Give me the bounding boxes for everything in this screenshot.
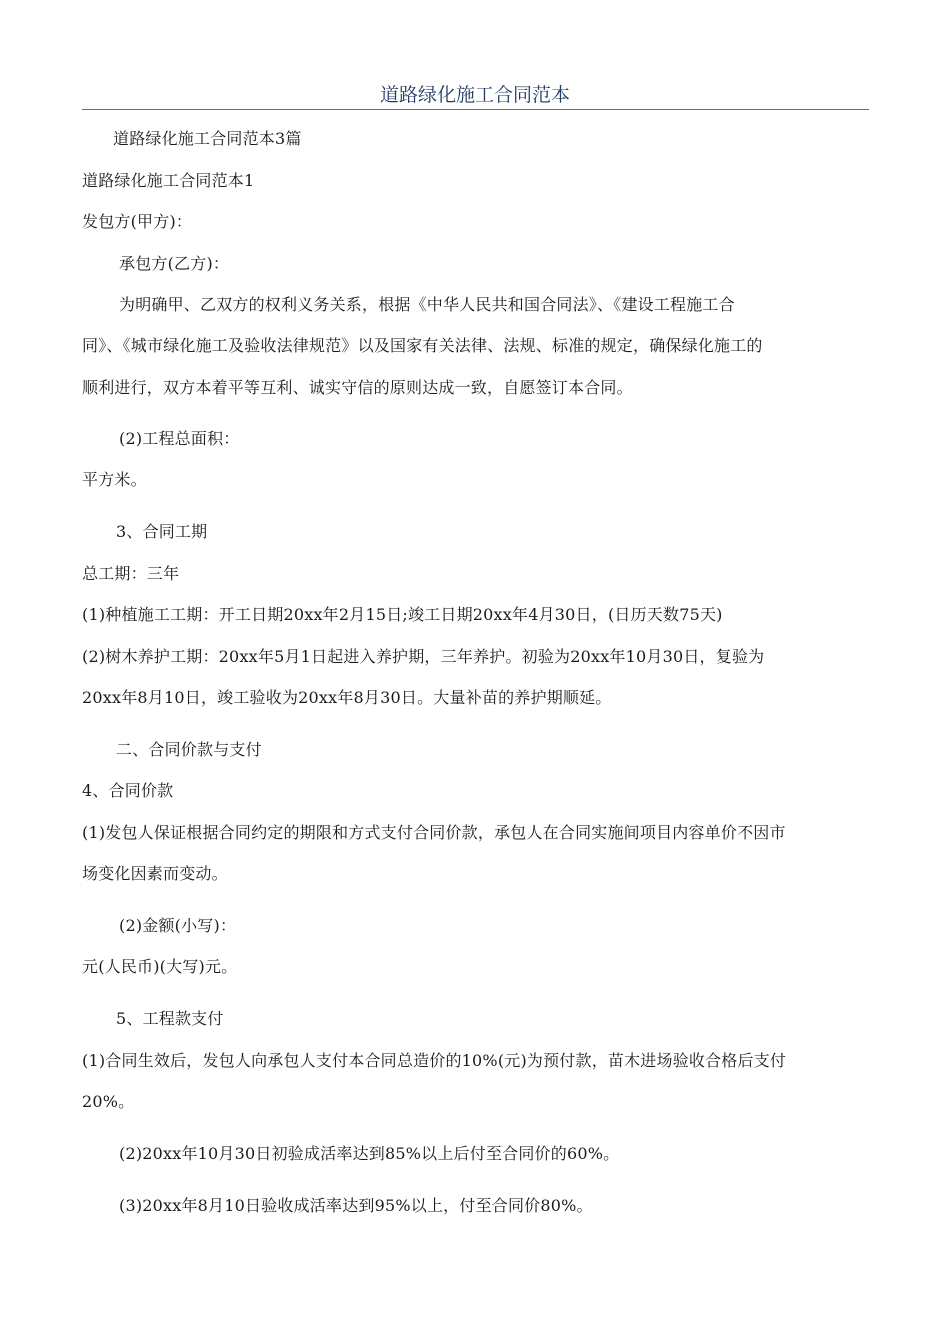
section-4-item: 场变化因素而变动。	[82, 864, 228, 883]
area-label: (2)工程总面积：	[119, 429, 240, 448]
section-3-item: (2)树木养护工期：20xx年5月1日起进入养护期，三年养护。初验为20xx年10月30日，复验为	[82, 647, 765, 666]
contract-subheading: 道路绿化施工合同范本1	[82, 171, 255, 190]
section-4-item: (1)发包人保证根据合同约定的期限和方式支付合同价款，承包人在合同实施间项目内容单价不因市	[82, 823, 786, 842]
section-5-item: (2)20xx年10月30日初验成活率达到85%以上后付至合同价的60%。	[119, 1144, 620, 1163]
document-heading: 道路绿化施工合同范本3篇	[113, 129, 302, 148]
section-4-item: 元(人民币)(大写)元。	[82, 957, 238, 976]
preamble-line: 同》、《城市绿化施工及验收法律规范》以及国家有关法律、法规、标准的规定，确保绿化施工的	[82, 336, 763, 355]
section-5-title: 5、工程款支付	[116, 1009, 224, 1028]
section-5-item: (1)合同生效后，发包人向承包人支付本合同总造价的10%(元)为预付款，苗木进场验收合格后支付	[82, 1051, 787, 1070]
section-3-item: (1)种植施工工期：开工日期20xx年2月15日;竣工日期20xx年4月30日，(日历天数75天)	[82, 605, 723, 624]
section-3-total: 总工期：三年	[82, 564, 180, 583]
section-3-item: 20xx年8月10日，竣工验收为20xx年8月30日。大量补苗的养护期顺延。	[82, 688, 612, 707]
part-2-title: 二、合同价款与支付	[116, 740, 262, 759]
area-unit: 平方米。	[82, 470, 147, 489]
preamble-line: 为明确甲、乙双方的权利义务关系，根据《中华人民共和国合同法》、《建设工程施工合	[119, 295, 735, 314]
section-4-item: (2)金额(小写)：	[119, 916, 237, 935]
section-3-title: 3、合同工期	[116, 522, 208, 541]
section-4-title: 4、合同价款	[82, 781, 174, 800]
party-a-label: 发包方(甲方)：	[82, 212, 193, 231]
page-header-title: 道路绿化施工合同范本	[379, 84, 570, 106]
section-5-item: 20%。	[82, 1092, 135, 1111]
party-b-label: 承包方(乙方)：	[119, 254, 230, 273]
section-5-item: (3)20xx年8月10日验收成活率达到95%以上，付至合同价80%。	[119, 1196, 593, 1215]
preamble-line: 顺利进行，双方本着平等互利、诚实守信的原则达成一致，自愿签订本合同。	[82, 378, 633, 397]
header-divider	[82, 109, 869, 110]
